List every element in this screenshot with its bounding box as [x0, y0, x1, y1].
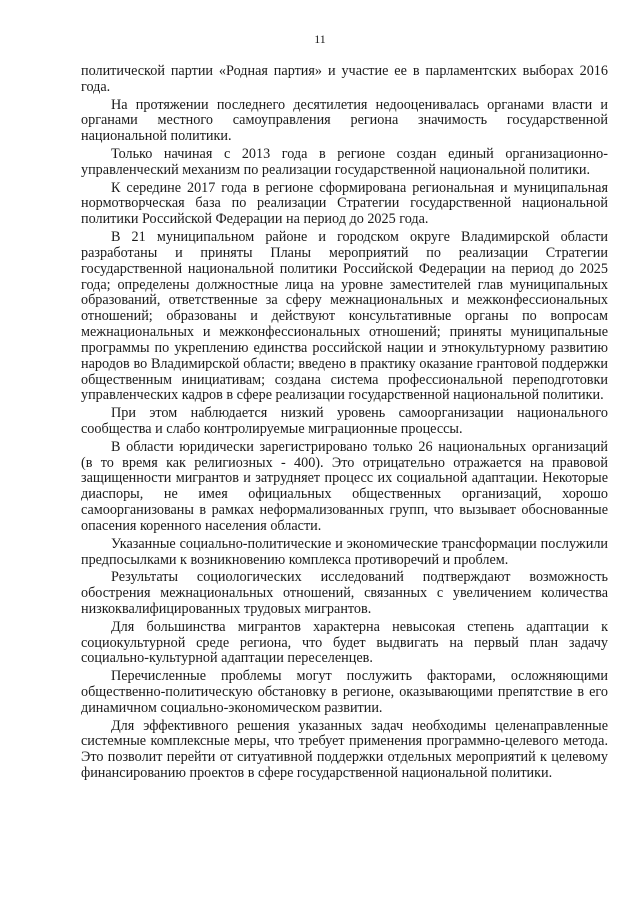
- paragraph: Перечисленные проблемы могут послужить факторами, осложняющими общественно-политическую обстановку в регионе, оказывающими препятствие в его динамичном социально-экономическом развитии.: [81, 668, 608, 716]
- paragraph-continuation: политической партии «Родная партия» и участие ее в парламентских выборах 2016 года.: [81, 63, 608, 95]
- paragraph: На протяжении последнего десятилетия недооценивалась органами власти и органами местного самоуправления региона значимость государственной национальной политики.: [81, 96, 608, 145]
- page-number: 11: [314, 32, 326, 46]
- paragraph: В 21 муниципальном районе и городском округе Владимирской области разработаны и приняты Планы мероприятий по реализации Стратегии государственной национальной политики Российской Федерации на период до 2025 года; определены должностные лица на уровне заместителей глав муниципальных образований, ответственные за сферу межнациональных и межконфессиональных отношений; образованы и действуют консультативные органы по вопросам межнациональных и межконфессиональных отношений; приняты муниципальные программы по укреплению единства российской нации и этнокультурному развитию народов во Владимирской области; введено в практику оказание грантовой поддержки общественным инициативам; создана система профессиональной переподготовки управленческих кадров в сфере реализации государственной национальной политики.: [81, 229, 608, 404]
- paragraph: Для большинства мигрантов характерна невысокая степень адаптации к социокультурной среде региона, что будет выдвигать на первый план задачу социально-культурной адаптации переселенцев.: [81, 618, 608, 667]
- paragraph: При этом наблюдается низкий уровень самоорганизации национального сообщества и слабо контролируемые миграционные процессы.: [81, 405, 608, 438]
- paragraph: В области юридически зарегистрировано только 26 национальных организаций (в то время как религиозных - 400). Это отрицательно отражается на правовой защищенности мигрантов и затрудняет процесс их социальной адаптации. Некоторые диаспоры, не имея официальных общественных организаций, хорошо самоорганизованы в рамках неформализованных групп, что вызывает обоснованные опасения коренного населения области.: [81, 438, 608, 534]
- paragraph: Указанные социально-политические и экономические трансформации послужили предпосылками к возникновению комплекса противоречий и проблем.: [81, 535, 608, 568]
- paragraph: К середине 2017 года в регионе сформирована региональная и муниципальная нормотворческая база по реализации Стратегии государственной национальной политики Российской Федерации на период до 2025 года.: [81, 179, 608, 228]
- paragraph: Результаты социологических исследований подтверждают возможность обострения межнациональных отношений, связанных с увеличением количества низкоквалифицированных трудовых мигрантов.: [81, 569, 608, 617]
- document-body: [81, 64, 608, 782]
- paragraph: Для эффективного решения указанных задач необходимы целенаправленные системные комплексные меры, что требует применения программно-целевого метода. Это позволит перейти от ситуативной поддержки отдельных мероприятий к целевому финансированию проектов в сфере государственной национальной политики.: [81, 717, 608, 782]
- paragraph: Только начиная с 2013 года в регионе создан единый организационно-управленческий механизм по реализации государственной национальной политики.: [81, 146, 608, 178]
